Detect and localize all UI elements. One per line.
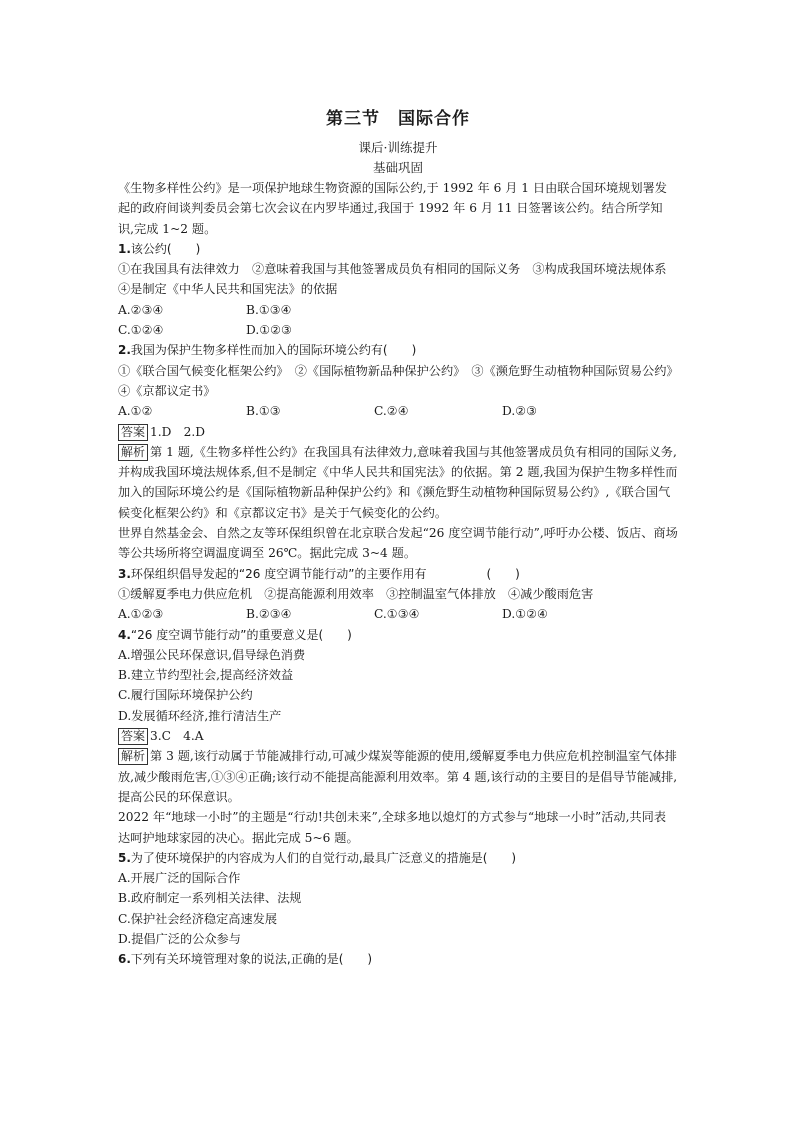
worksheet-page [118,104,685,970]
question-number: 6. [118,952,131,967]
question-3-options [118,604,678,624]
option-c: C.②④ [374,404,409,419]
answer-text: 1.D 2.D [150,424,206,439]
option-a: A.①② [118,404,153,419]
question-6 [118,949,678,969]
subtitle: 课后·训练提升 [358,140,438,155]
option-a: A.开展广泛的国际合作 [118,871,241,886]
question-2-items: ①《联合国气候变化框架公约》 ②《国际植物新品种保护公约》 ③《濒危野生动植物种国际贸易公约》 ④《京都议定书》 [118,363,685,398]
answer-tag: 答案 [118,424,148,441]
question-number: 3. [118,566,131,581]
section-heading: 基础巩固 [372,160,423,175]
question-number: 2. [118,343,131,358]
answer-text: 3.C 4.A [150,729,204,744]
option-b: B.①③ [246,404,281,419]
question-1 [118,239,678,259]
question-3-items: ①缓解夏季电力供应危机 ②提高能源利用效率 ③控制温室气体排放 ④减少酸雨危害 [118,586,594,601]
question-3 [118,564,678,584]
explanation-text: 第 3 题,该行动属于节能减排行动,可减少煤炭等能源的使用,缓解夏季电力供应危机控制温室气体排放,减少酸雨危害,①③④正确;该行动不能提高能源利用效率。第 4 题,该行动的主要目的是倡导节能减排,提高公民的环保意识。 [118,749,678,804]
option-c: C.保护社会经济稳定高速发展 [118,911,278,926]
question-number: 1. [118,241,131,256]
option-c: C.①②④ [118,323,164,338]
option-d: D.发展循环经济,推行清洁生产 [118,708,282,723]
answer-tag: 答案 [118,728,148,745]
option-c: C.履行国际环境保护公约 [118,688,253,703]
question-5 [118,848,678,868]
question-number: 5. [118,850,131,865]
option-c: C.①③④ [374,607,420,622]
explanation-3-4 [118,746,678,807]
answer-3-4 [118,726,678,746]
option-d: D.②③ [502,404,538,419]
option-d: D.①②③ [246,323,292,338]
question-2-options [118,401,678,421]
option-a: A.①②③ [118,607,164,622]
question-stem: 该公约( ) [130,241,201,256]
explanation-tag: 解析 [118,444,148,461]
option-a: A.②③④ [118,302,164,317]
question-2 [118,340,678,360]
option-b: B.政府制定一系列相关法律、法规 [118,891,302,906]
intro-passage-3: 2022 年“地球一小时”的主题是“行动!共创未来”,全球多地以熄灯的方式参与“地球一小时”活动,共同表达呵护地球家园的决心。据此完成 5~6 题。 [118,810,667,845]
question-4 [118,625,678,645]
explanation-1-2 [118,442,678,523]
question-1-items: ①在我国具有法律效力 ②意味着我国与其他签署成员负有相同的国际义务 ③构成我国环境法规体系 ④是制定《中华人民共和国宪法》的依据 [118,262,679,297]
question-number: 4. [118,627,131,642]
option-d: D.提倡广泛的公众参与 [118,931,241,946]
answer-1-2 [118,422,678,442]
page-title: 第三节 国际合作 [326,109,470,129]
question-stem: 为了使环境保护的内容成为人们的自觉行动,最具广泛意义的措施是( ) [130,850,517,865]
question-stem: 环保组织倡导发起的“26 度空调节能行动”的主要作用有 ( ) [130,566,520,581]
option-b: B.②③④ [246,607,292,622]
intro-passage-1: 《生物多样性公约》是一项保护地球生物资源的国际公约,于 1992 年 6 月 1 日由联合国环境规划署发起的政府间谈判委员会第七次会议在内罗毕通过,我国于 1992 年 6 月 11 日签署该公约。结合所学知识,完成 1~2 题。 [118,181,667,236]
intro-passage-2: 世界自然基金会、自然之友等环保组织曾在北京联合发起“26 度空调节能行动”,呼吁办公楼、饭店、商场等公共场所将空调温度调至 26℃。据此完成 3~4 题。 [118,526,678,561]
question-stem: 下列有关环境管理对象的说法,正确的是( ) [130,952,373,967]
explanation-text: 第 1 题,《生物多样性公约》在我国具有法律效力,意味着我国与其他签署成员负有相同的国际义务,并构成我国环境法规体系,但不是制定《中华人民共和国宪法》的依据。第 2 题,我国为保护生物多样性而加入的国际环境公约是《国际植物新品种保护公约》和《濒危野生动植物种国际贸易公约》,《联合国气候变化框架公约》和《京都议定书》是关于气候变化的公约。 [118,444,678,520]
question-stem: 我国为保护生物多样性而加入的国际环境公约有( ) [130,343,417,358]
question-stem: “26 度空调节能行动”的重要意义是( ) [130,627,352,642]
option-b: B.①③④ [246,302,292,317]
option-d: D.①②④ [502,607,548,622]
explanation-tag: 解析 [118,748,148,765]
question-1-options-row-2 [118,320,678,340]
option-b: B.建立节约型社会,提高经济效益 [118,668,294,683]
option-a: A.增强公民环保意识,倡导绿色消费 [118,647,306,662]
question-1-options-row-1 [118,300,678,320]
